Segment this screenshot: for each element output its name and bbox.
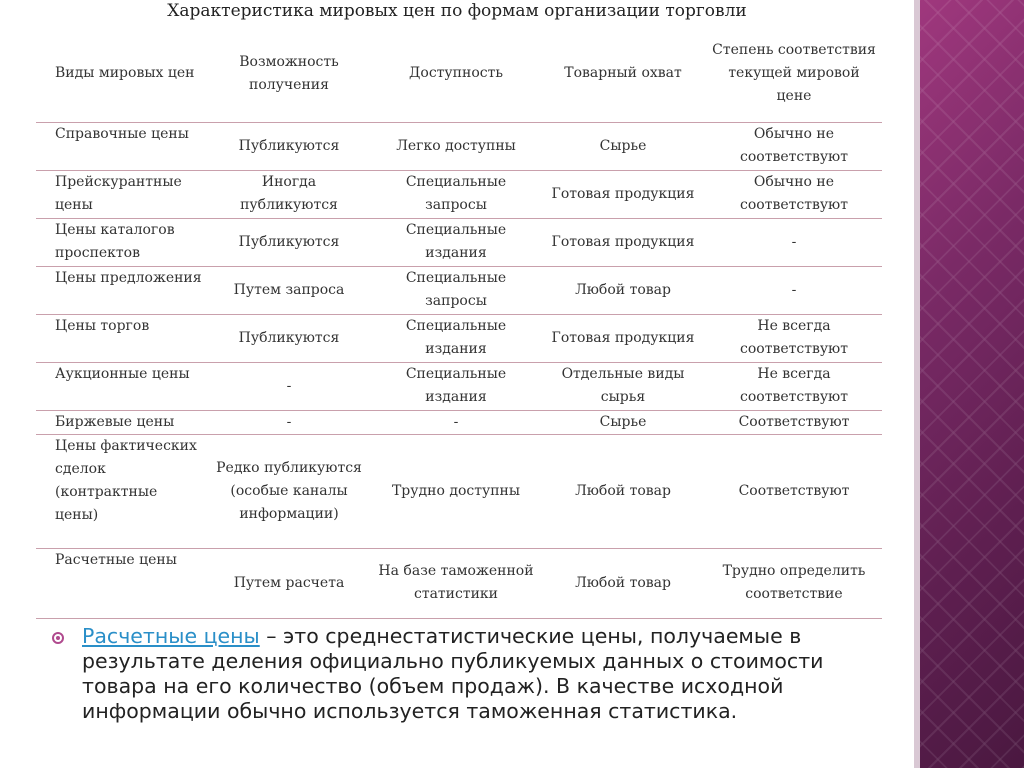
table-cell: Не всегда соответствуют — [706, 314, 882, 362]
table-cell: - — [706, 218, 882, 266]
table-cell: Готовая продукция — [540, 170, 706, 218]
table-cell: Цены предложения — [36, 266, 206, 314]
table-cell: Не всегда соответствуют — [706, 362, 882, 410]
side-pattern — [914, 0, 1024, 768]
table-row — [36, 362, 882, 410]
table-cell: Любой товар — [540, 266, 706, 314]
table-cell: - — [706, 266, 882, 314]
table-cell: Цены каталогов проспектов — [36, 218, 206, 266]
term-separator: – — [259, 624, 284, 648]
table-cell: Отдельные виды сырья — [540, 362, 706, 410]
definition-text: это среднестатистические цены, получаемые в результате деления официально публикуемых данных о стоимости товара на его количество (объем продаж). В качестве исходной информации обычно используется таможенная статистика. — [82, 624, 824, 723]
bullet-circle-icon — [52, 632, 64, 644]
table-row — [36, 266, 882, 314]
table-cell: Цены фактических сделок (контрактные цены) — [36, 434, 206, 548]
header-cell: Возможность получения — [206, 26, 372, 122]
table-row — [36, 410, 882, 434]
table-title: Характеристика мировых цен по формам организации торговли — [167, 1, 747, 21]
header-cell: Доступность — [372, 26, 540, 122]
table-cell: Специальные запросы — [372, 170, 540, 218]
side-panel-edge — [914, 0, 920, 768]
table-header-row — [36, 26, 882, 122]
table-row — [36, 548, 882, 618]
table-cell: Легко доступны — [372, 122, 540, 170]
table-row — [36, 218, 882, 266]
bullet-text — [82, 624, 902, 724]
table-cell: Трудно доступны — [372, 434, 540, 548]
table-cell: Специальные запросы — [372, 266, 540, 314]
table-cell: Любой товар — [540, 548, 706, 618]
header-cell: Степень соответствия текущей мировой цене — [706, 26, 882, 122]
table-cell: - — [372, 410, 540, 434]
table-cell: Сырье — [540, 122, 706, 170]
table-cell: - — [206, 410, 372, 434]
table-cell: Редко публикуются (особые каналы информации) — [206, 434, 372, 548]
table-cell: Публикуются — [206, 314, 372, 362]
prices-table — [36, 26, 882, 619]
table-cell: На базе таможенной статистики — [372, 548, 540, 618]
table-cell: Трудно определить соответствие — [706, 548, 882, 618]
table-row — [36, 122, 882, 170]
table-cell: Соответствуют — [706, 410, 882, 434]
table-cell: Любой товар — [540, 434, 706, 548]
table-row — [36, 434, 882, 548]
header-cell: Товарный охват — [540, 26, 706, 122]
table-cell: Сырье — [540, 410, 706, 434]
table-cell: Готовая продукция — [540, 314, 706, 362]
table-row — [36, 314, 882, 362]
table-cell: Готовая продукция — [540, 218, 706, 266]
table-cell: Обычно не соответствуют — [706, 122, 882, 170]
table-cell: Расчетные цены — [36, 548, 206, 618]
table-cell: Специальные издания — [372, 314, 540, 362]
table-cell: Публикуются — [206, 218, 372, 266]
table-cell: Аукционные цены — [36, 362, 206, 410]
table-cell: Специальные издания — [372, 218, 540, 266]
table-cell: Справочные цены — [36, 122, 206, 170]
header-cell: Виды мировых цен — [36, 26, 206, 122]
table-cell: Специальные издания — [372, 362, 540, 410]
table-cell: Цены торгов — [36, 314, 206, 362]
definition-bullet — [52, 624, 902, 724]
table-row — [36, 170, 882, 218]
table-cell: Обычно не соответствуют — [706, 170, 882, 218]
table-cell: Публикуются — [206, 122, 372, 170]
table-cell: Соответствуют — [706, 434, 882, 548]
table-cell: Путем расчета — [206, 548, 372, 618]
table-cell: Прейскурантные цены — [36, 170, 206, 218]
table-cell: Иногда публикуются — [206, 170, 372, 218]
decorative-side-panel — [914, 0, 1024, 768]
table-cell: Путем запроса — [206, 266, 372, 314]
table-cell: Биржевые цены — [36, 410, 206, 434]
table-cell: - — [206, 362, 372, 410]
term-link[interactable]: Расчетные цены — [82, 624, 260, 648]
